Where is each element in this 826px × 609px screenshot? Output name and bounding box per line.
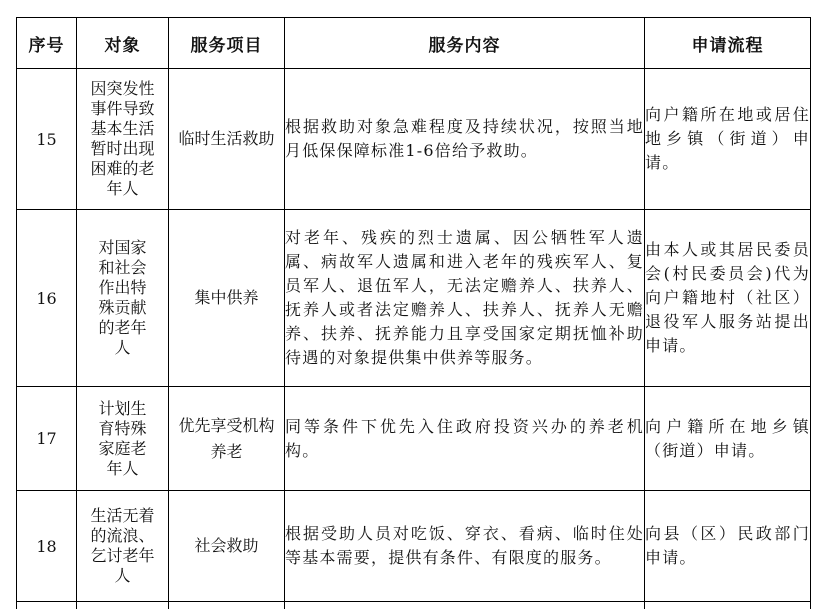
header-process: 申请流程 xyxy=(645,18,811,69)
cell-item xyxy=(169,491,285,602)
cell-no: 18 xyxy=(17,491,77,602)
table-row xyxy=(17,387,811,491)
cell-object xyxy=(77,491,169,602)
header-item: 服务项目 xyxy=(169,18,285,69)
cell-item-text: 集中供养 xyxy=(194,288,259,307)
table-row-continuation xyxy=(17,602,811,609)
header-no: 序号 xyxy=(17,18,77,69)
cell-item-text: 社会救助 xyxy=(194,536,259,555)
header-object: 对象 xyxy=(77,18,169,69)
cell-item xyxy=(169,387,285,491)
cell-object xyxy=(77,210,169,387)
cell-no: 17 xyxy=(17,387,77,491)
cell-process: 向户籍所在地或居住地乡镇（街道）申请。 xyxy=(645,69,811,210)
cell-item-text: 优先享受机构养老 xyxy=(178,415,275,461)
header-content: 服务内容 xyxy=(285,18,645,69)
cell-process: 向户籍所在地乡镇（街道）申请。 xyxy=(645,387,811,491)
cell-process: 向县（区）民政部门申请。 xyxy=(645,491,811,602)
cell-object-text: 生活无着的流浪、乞讨老年人 xyxy=(90,506,155,585)
cell-object-text: 对国家和社会作出特殊贡献的老年人 xyxy=(98,238,147,357)
cell-content: 同等条件下优先入住政府投资兴办的养老机构。 xyxy=(285,387,645,491)
cell-no: 16 xyxy=(17,210,77,387)
cell-content: 根据救助对象急难程度及持续状况，按照当地月低保保障标准1-6倍给予救助。 xyxy=(285,69,645,210)
cell-object-text: 计划生育特殊家庭老年人 xyxy=(98,398,147,478)
cell-content: 对老年、残疾的烈士遗属、因公牺牲军人遗属、病故军人遗属和进入老年的残疾军人、复员军人、退伍军人，无法定赡养人、扶养人、抚养人或者法定赡养人、扶养人、抚养人无赡养、扶养、抚养能力且享受国家定期抚恤补助待遇的对象提供集中供养等服务。 xyxy=(285,210,645,387)
cell-process: 由本人或其居民委员会(村民委员会)代为向户籍地村（社区）退役军人服务站提出申请。 xyxy=(645,210,811,387)
cell-item xyxy=(169,69,285,210)
cell-no: 15 xyxy=(17,69,77,210)
cell-object xyxy=(77,387,169,491)
cell-content: 根据受助人员对吃饭、穿衣、看病、临时住处等基本需要，提供有条件、有限度的服务。 xyxy=(285,491,645,602)
elderly-services-table xyxy=(16,17,811,609)
table-row xyxy=(17,69,811,210)
cell-object-text: 因突发性事件导致基本生活暂时出现困难的老年人 xyxy=(90,79,155,198)
table-row xyxy=(17,491,811,602)
table-row xyxy=(17,210,811,387)
cell-item xyxy=(169,210,285,387)
cell-item-text: 临时生活救助 xyxy=(178,129,275,148)
cell-object xyxy=(77,69,169,210)
table-header-row xyxy=(17,18,811,69)
